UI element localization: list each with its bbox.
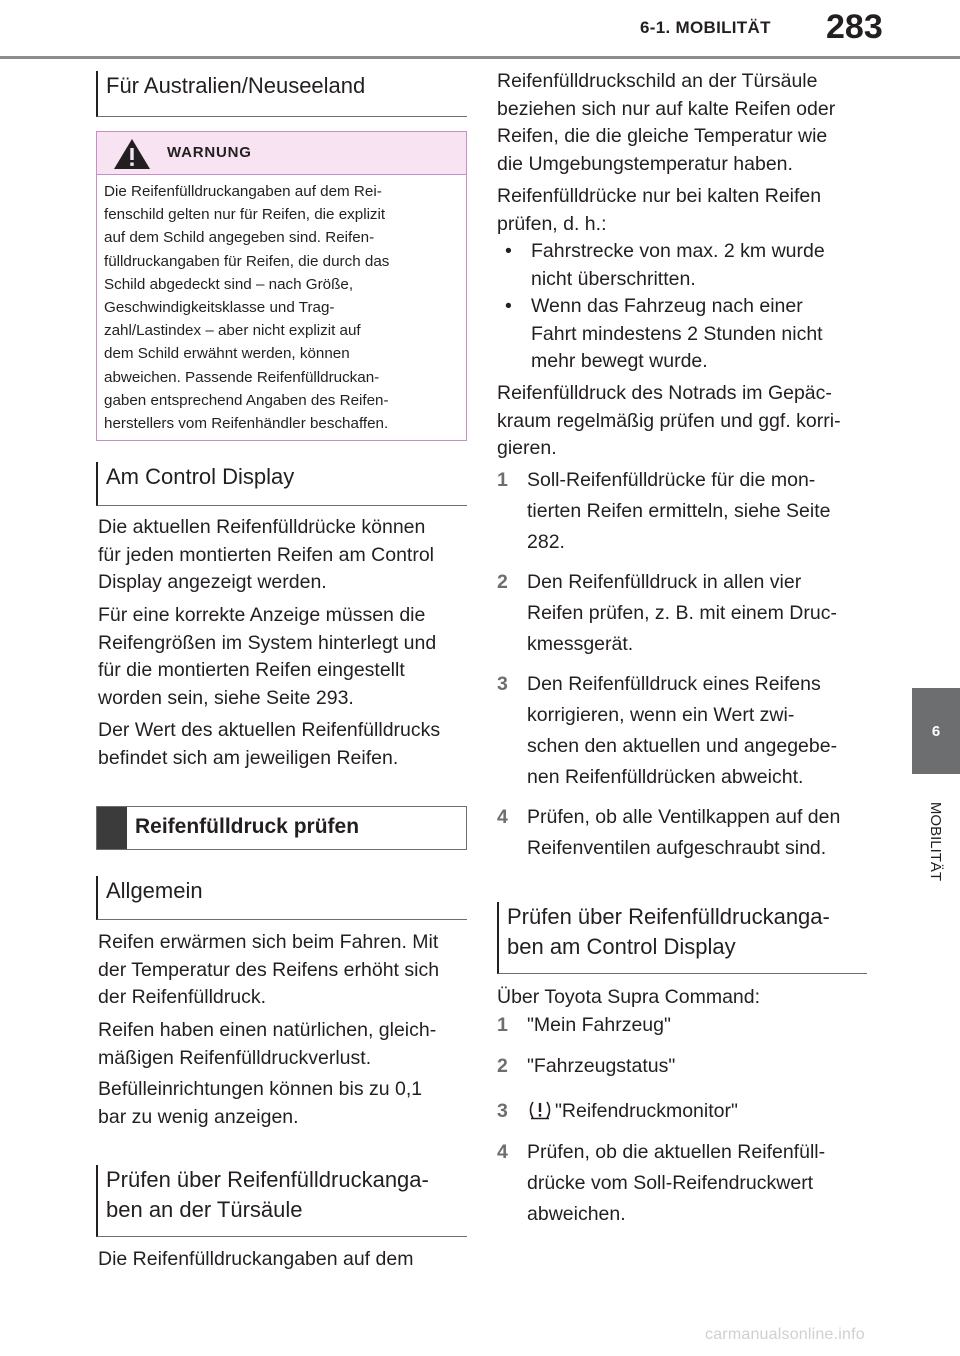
list-item: • Wenn das Fahrzeug nach einer Fahrt mindestens 2 Stunden nicht mehr bewegt wurde.: [505, 295, 823, 372]
paragraph: Über Toyota Supra Command:: [497, 986, 761, 1008]
list-item: • Fahrstrecke von max. 2 km wurde nicht überschritten.: [505, 240, 825, 290]
warning-title: WARNUNG: [167, 144, 252, 161]
section-title: 6-1. MOBILITÄT: [640, 18, 771, 37]
heading-australia: Für Australien/Neuseeland: [96, 71, 467, 117]
warning-header: [97, 132, 466, 175]
heading-control-display: Am Control Display: [96, 462, 467, 506]
heading-general: Allgemein: [96, 876, 467, 920]
paragraph: Reifen haben einen natürlichen, gleich- mäßigen Reifenfülldruckverlust.: [98, 1019, 437, 1069]
paragraph: Für eine korrekte Anzeige müssen die Reifengrößen im System hinterlegt und für die montierten Reifen eingestellt worden sein, siehe Seite 293.: [98, 604, 437, 709]
step-item: 3 "Reifendruckmonitor": [497, 1100, 738, 1122]
step-item: 3 Den Reifenfülldruck eines Reifens korrigieren, wenn ein Wert zwi- schen den aktuellen und angegebe- nen Reifenfülldrücken abweicht.: [497, 673, 838, 788]
paragraph: Reifenfülldruckschild an der Türsäule beziehen sich nur auf kalte Reifen oder Reifen, die die gleiche Temperatur wie die Umgebungstemperatur haben.: [497, 70, 836, 175]
warning-triangle-icon: [113, 138, 151, 170]
heading-control-display-check: Prüfen über Reifenfülldruckanga- ben am Control Display: [497, 902, 867, 974]
watermark: carmanualsonline.info: [705, 1326, 865, 1343]
step-item: 4 Prüfen, ob die aktuellen Reifenfüll- drücke vom Soll-Reifendruckwert abweichen.: [497, 1141, 826, 1225]
paragraph: Befülleinrichtungen können bis zu 0,1 bar zu wenig anzeigen.: [98, 1078, 423, 1128]
chapter-tab: 6: [912, 688, 960, 774]
chapter-label: MOBILITÄT: [927, 801, 945, 881]
paragraph: Reifenfülldruck des Notrads im Gepäc- kraum regelmäßig prüfen und ggf. korri- gieren.: [497, 382, 841, 459]
paragraph: Reifen erwärmen sich beim Fahren. Mit der Temperatur des Reifens erhöht sich der Reifenfülldruck.: [98, 931, 440, 1008]
page-number: 283: [826, 8, 883, 46]
tire-pressure-warning-icon: [527, 1100, 553, 1120]
paragraph: Reifenfülldrücke nur bei kalten Reifen prüfen, d. h.:: [497, 185, 822, 235]
paragraph: Die Reifenfülldruckangaben auf dem: [98, 1248, 414, 1270]
heading-check-pressure: Reifenfülldruck prüfen: [96, 806, 467, 850]
heading-bar: [97, 807, 127, 849]
step-item: 1 "Mein Fahrzeug": [497, 1014, 671, 1036]
step-item: 2 "Fahrzeugstatus": [497, 1055, 676, 1077]
step-item: 4 Prüfen, ob alle Ventilkappen auf den Reifenventilen aufgeschraubt sind.: [497, 806, 841, 859]
paragraph: Die aktuellen Reifenfülldrücke können für jeden montierten Reifen am Control Display angezeigt werden.: [98, 516, 435, 593]
paragraph: Der Wert des aktuellen Reifenfülldrucks befindet sich am jeweiligen Reifen.: [98, 719, 441, 769]
heading-door-pillar: Prüfen über Reifenfülldruckanga- ben an der Türsäule: [96, 1165, 467, 1237]
warning-text: Die Reifenfülldruckangaben auf dem Rei- fenschild gelten nur für Reifen, die explizit auf dem Schild angegeben sind. Reifen- fülldruckangaben für Reifen, die durch das Schild abgedeckt sind – nach Größe, Geschwindigkeitsklasse und Trag- zahl/Lastindex – aber nicht explizit auf dem Schild erwähnt werden, können abweichen. Passende Reifenfülldruckan- gaben entsprechend Angaben des Reifen- herstellers vom Reifenhändler beschaffen.: [104, 183, 390, 433]
warning-box: [96, 131, 467, 441]
header-rule: [0, 56, 960, 59]
step-item: 2 Den Reifenfülldruck in allen vier Reifen prüfen, z. B. mit einem Druc- kmessgerät.: [497, 571, 837, 655]
step-item: 1 Soll-Reifenfülldrücke für die mon- tierten Reifen ermitteln, siehe Seite 282.: [497, 469, 831, 553]
